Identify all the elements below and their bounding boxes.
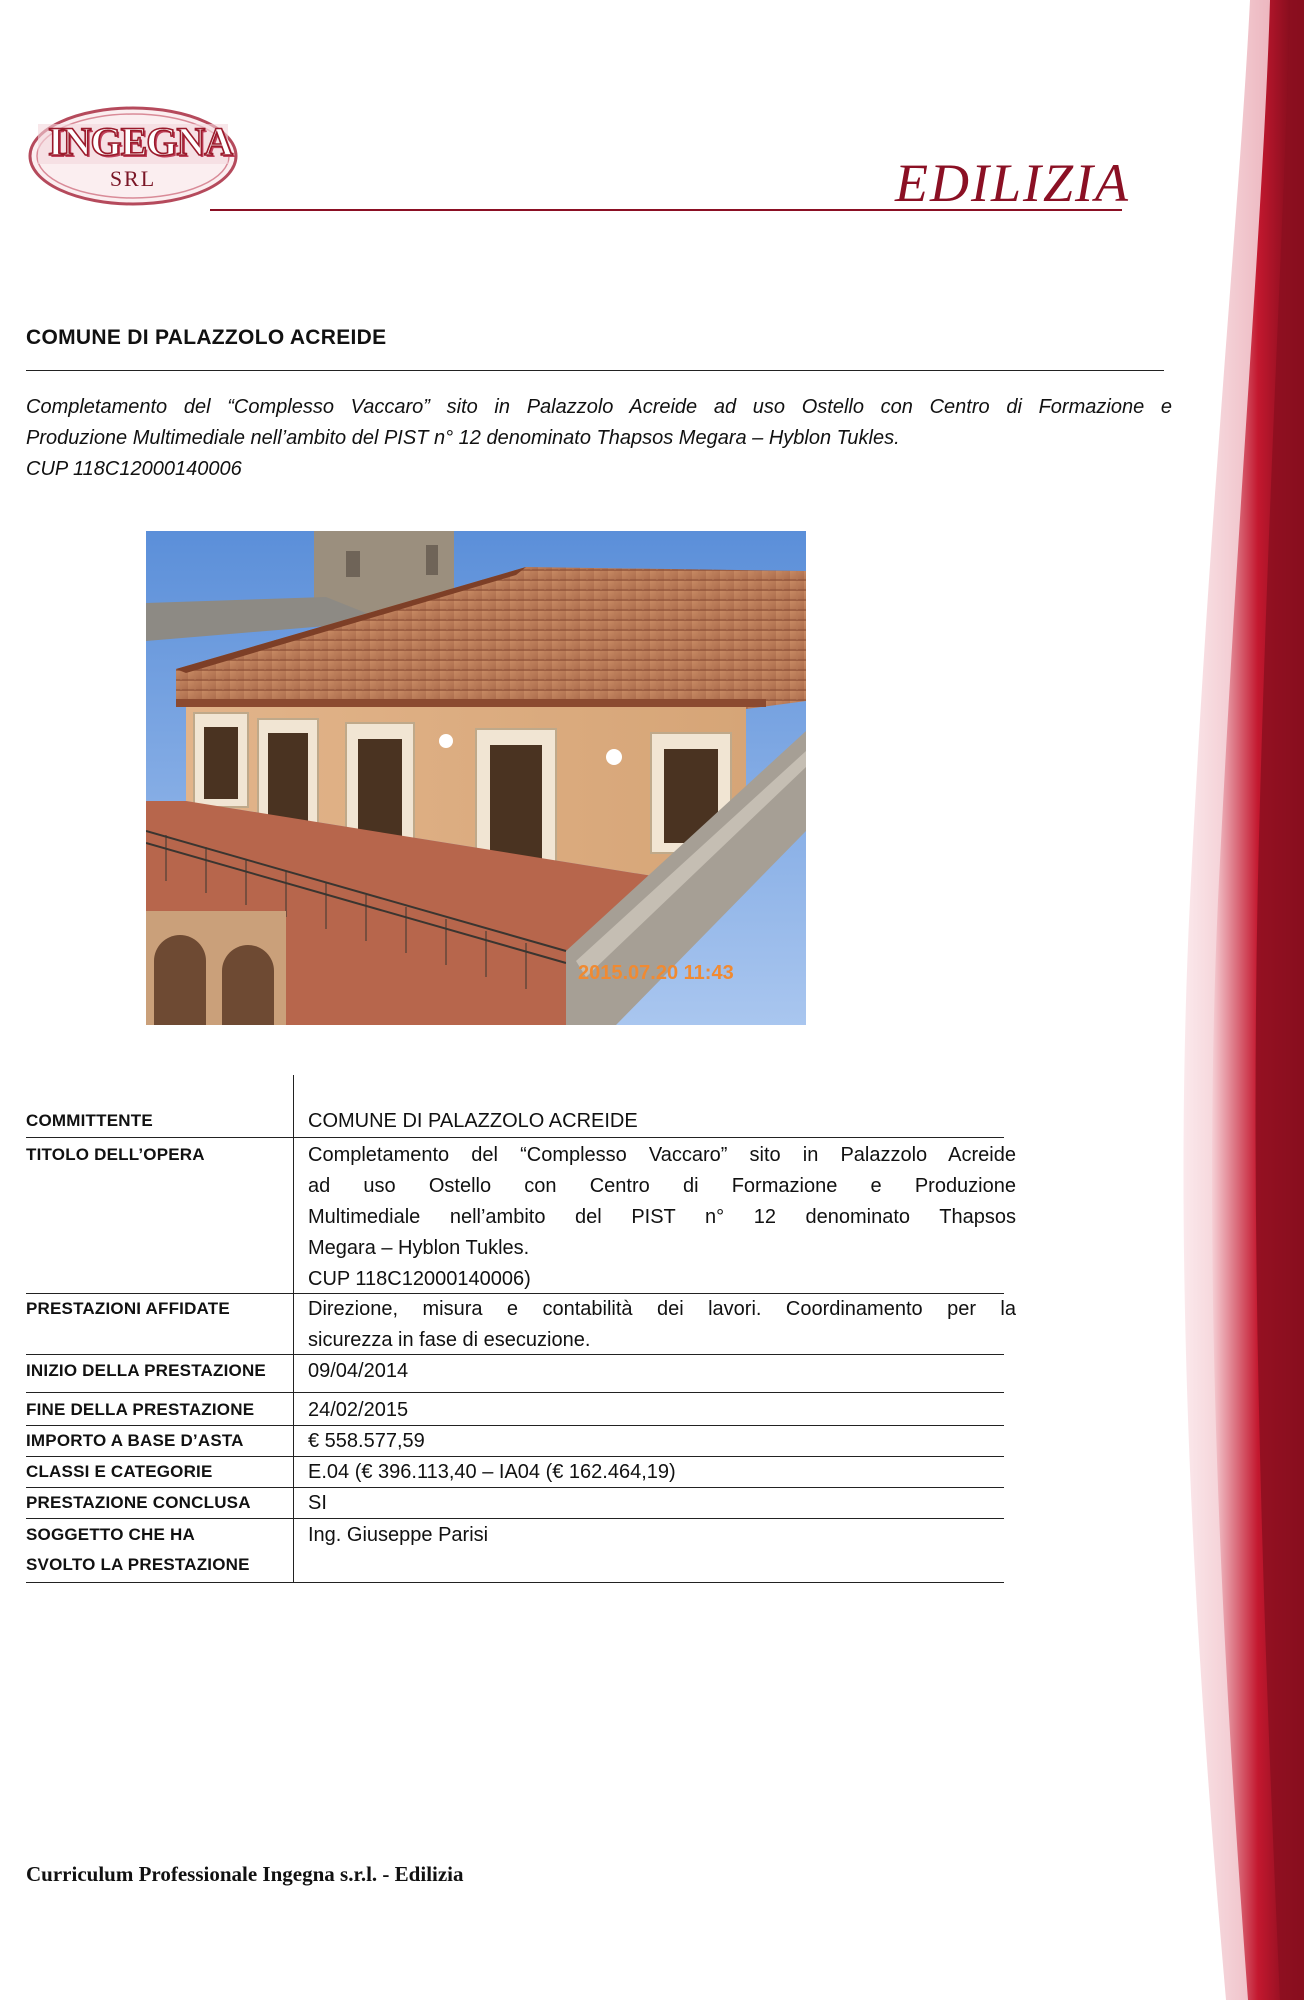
inizio-value: 09/04/2014 bbox=[308, 1360, 409, 1382]
building-photo bbox=[146, 531, 806, 1025]
importo-label: IMPORTO A BASE D’ASTA bbox=[26, 1431, 244, 1450]
titolo-line-5: CUP 118C12000140006) bbox=[308, 1268, 531, 1290]
titolo-line-4: Megara – Hyblon Tukles. bbox=[308, 1237, 530, 1259]
soggetto-label-line-2: SVOLTO LA PRESTAZIONE bbox=[26, 1555, 250, 1574]
importo-value: € 558.577,59 bbox=[308, 1430, 425, 1452]
classi-value: E.04 (€ 396.113,40 – IA04 (€ 162.464,19) bbox=[308, 1461, 676, 1483]
conclusa-label: PRESTAZIONE CONCLUSA bbox=[26, 1493, 251, 1512]
inizio-label: INIZIO DELLA PRESTAZIONE bbox=[26, 1361, 266, 1380]
heading-divider bbox=[26, 370, 1164, 371]
row-separator bbox=[26, 1392, 1004, 1393]
soggetto-label bbox=[26, 1520, 288, 1580]
description-line-2: Produzione Multimediale nell’ambito del PIST n° 12 denominato Thapsos Megara – Hyblon Tukles. bbox=[26, 427, 900, 449]
titolo-line-2: ad uso Ostello con Centro di Formazione e Produzione bbox=[308, 1175, 1016, 1197]
page-footer: Curriculum Professionale Ingegna s.r.l. - Edilizia bbox=[26, 1862, 464, 1886]
soggetto-value: Ing. Giuseppe Parisi bbox=[308, 1524, 489, 1546]
titolo-line-1: Completamento del “Complesso Vaccaro” sito in Palazzolo Acreide bbox=[308, 1144, 1016, 1166]
prestazioni-line-1: Direzione, misura e contabilità dei lavori. Coordinamento per la bbox=[308, 1298, 1016, 1320]
classi-label: CLASSI E CATEGORIE bbox=[26, 1462, 213, 1481]
logo-name: INGEGNA bbox=[48, 119, 233, 164]
row-separator bbox=[26, 1137, 1004, 1138]
logo-suffix: SRL bbox=[109, 166, 157, 191]
titolo-label: TITOLO DELL’OPERA bbox=[26, 1145, 205, 1164]
fine-value: 24/02/2015 bbox=[308, 1399, 409, 1421]
committente-label: COMMITTENTE bbox=[26, 1111, 153, 1130]
cup-code: CUP 118C12000140006 bbox=[26, 458, 242, 480]
soggetto-label-line-1: SOGGETTO CHE HA bbox=[26, 1525, 195, 1544]
prestazioni-line-2: sicurezza in fase di esecuzione. bbox=[308, 1329, 591, 1351]
row-separator bbox=[26, 1518, 1004, 1519]
prestazioni-label: PRESTAZIONI AFFIDATE bbox=[26, 1299, 230, 1318]
project-description bbox=[26, 392, 1172, 485]
table-divider bbox=[293, 1075, 294, 1582]
client-heading: COMUNE DI PALAZZOLO ACREIDE bbox=[26, 326, 387, 349]
committente-value: COMUNE DI PALAZZOLO ACREIDE bbox=[308, 1110, 638, 1132]
table-bottom-rule bbox=[26, 1582, 1004, 1583]
decorative-ribbon bbox=[1130, 0, 1304, 2000]
row-separator bbox=[26, 1354, 1004, 1355]
description-line-1: Completamento del “Complesso Vaccaro” sito in Palazzolo Acreide ad uso Ostello con Centro di Formazione e bbox=[26, 396, 1172, 418]
fine-label: FINE DELLA PRESTAZIONE bbox=[26, 1400, 255, 1419]
titolo-line-3: Multimediale nell’ambito del PIST n° 12 denominato Thapsos bbox=[308, 1206, 1016, 1228]
conclusa-value: SI bbox=[308, 1492, 327, 1514]
section-title: EDILIZIA bbox=[895, 153, 1130, 213]
titolo-value bbox=[308, 1140, 1016, 1295]
prestazioni-value bbox=[308, 1294, 1016, 1356]
logo-wordmark bbox=[26, 104, 240, 208]
photo-timestamp: 2015.07.20 11:43 bbox=[578, 962, 734, 984]
